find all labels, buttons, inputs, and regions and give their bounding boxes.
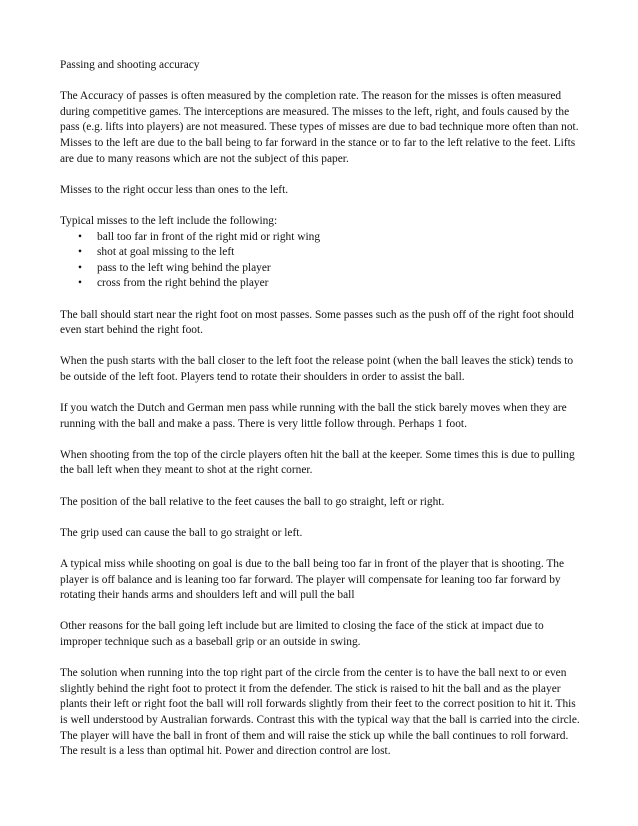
- paragraph-ball-start: The ball should start near the right foot on most passes. Some passes such as the push off of the right foot should even start behind the right foot.: [60, 308, 574, 337]
- bullet-icon: •: [78, 246, 82, 259]
- list-item: [78, 261, 582, 277]
- bullet-icon: •: [78, 277, 82, 290]
- list-item: [78, 230, 582, 246]
- list-item-text: pass to the left wing behind the player: [97, 261, 271, 274]
- paragraph-grip: The grip used can cause the ball to go straight or left.: [60, 526, 303, 539]
- document-body: [60, 58, 582, 775]
- bullet-list: [60, 230, 582, 292]
- paragraph-other-reasons: Other reasons for the ball going left include but are limited to closing the face of the stick at impact due to improper technique such as a baseball grip or an outside in swing.: [60, 620, 544, 648]
- paragraph-shooting-circle: When shooting from the top of the circle players often hit the ball at the keeper. Some times this is due to pulling the ball left when they meant to shot at the right corner.: [60, 448, 575, 477]
- bullet-icon: •: [78, 230, 82, 243]
- paragraph-misses-right: Misses to the right occur less than ones to the left.: [60, 183, 289, 196]
- list-item-text: cross from the right behind the player: [97, 277, 269, 290]
- paragraph-dutch-german: If you watch the Dutch and German men pass while running with the ball the stick barely moves when they are running with the ball and make a pass. There is very little follow through. Perhaps 1 foot.: [60, 402, 567, 430]
- document-title: Passing and shooting accuracy: [60, 59, 200, 71]
- list-item: [78, 245, 582, 261]
- paragraph-solution: The solution when running into the top right part of the circle from the center is to have the ball next to or even slightly behind the right foot to protect it from the defender. The stick is raised to hit the ball and as the player plants their left or right foot the ball will roll forwards slightly from their feet to the correct position to hit it. This is well understood by Australian forwards. Contrast this with the typical way that the ball is carried into the circle. The player will have the ball in front of them and will raise the stick up while the ball continues to roll forward. The result is a less than optimal hit. Power and direction control are lost.: [60, 667, 580, 758]
- list-item-text: ball too far in front of the right mid or right wing: [97, 230, 321, 243]
- paragraph-typical-miss: A typical miss while shooting on goal is due to the ball being too far in front of the player that is shooting. The player is off balance and is leaning too far forward. The player will compensate for leaning too far forward by rotating their hands arms and shoulders left and will pull the ball: [60, 558, 565, 602]
- paragraph-push-release: When the push starts with the ball closer to the left foot the release point (when the ball leaves the stick) tends to be outside of the left foot. Players tend to rotate their shoulders in order to assist the ball.: [60, 355, 574, 383]
- paragraph-accuracy: The Accuracy of passes is often measured by the completion rate. The reason for the misses is often measured during competitive games. The interceptions are measured. The misses to the left, right, and fouls caused by the pass (e.g. lifts into players) are not measured. These types of misses are due to bad technique more often than not. Misses to the left are due to the ball being to far forward in the stance or to far to the left relative to the feet. Lifts are due to many reasons which are not the subject of this paper.: [60, 90, 579, 165]
- paragraph-list-intro: Typical misses to the left include the following:: [60, 214, 278, 227]
- paragraph-ball-position: The position of the ball relative to the feet causes the ball to go straight, left or right.: [60, 495, 445, 508]
- bullet-icon: •: [78, 261, 82, 274]
- list-item-text: shot at goal missing to the left: [97, 246, 235, 259]
- list-item: [78, 276, 582, 292]
